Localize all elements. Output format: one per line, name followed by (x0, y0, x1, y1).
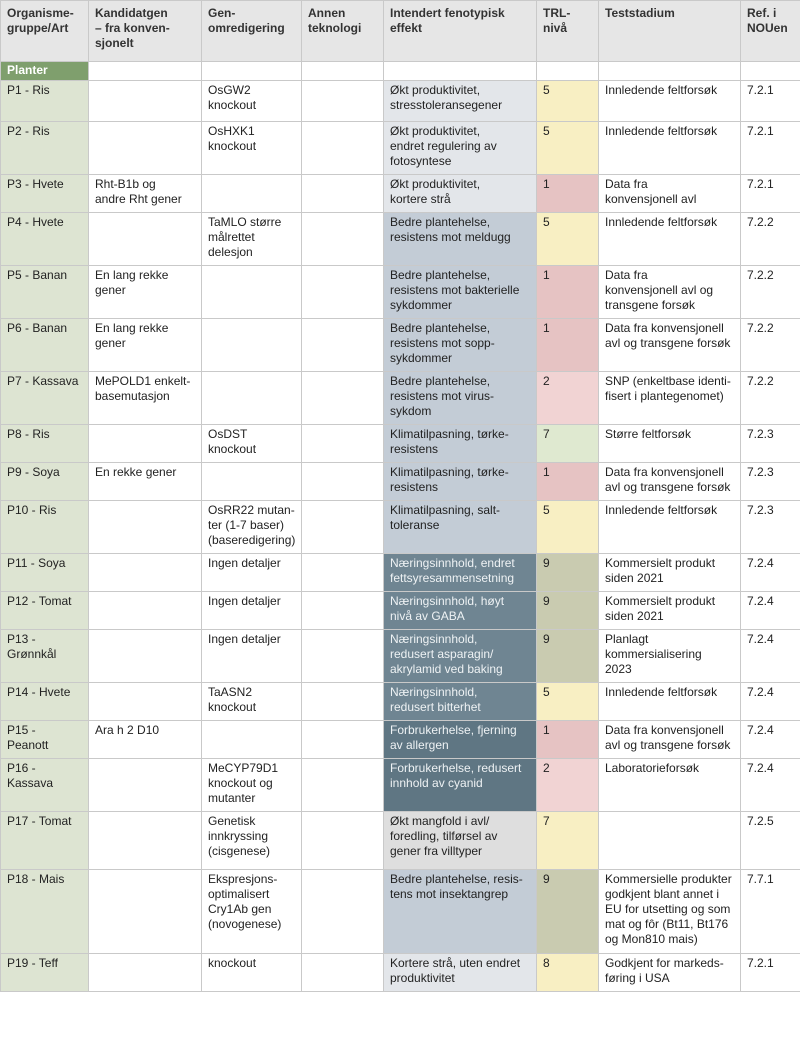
cell-reference: 7.7.1 (741, 870, 800, 954)
cell-candidate-gene (89, 954, 202, 992)
table-row (1, 372, 800, 425)
cell-other-technology (302, 319, 384, 372)
cell-other-technology (302, 425, 384, 463)
cell-organism: P5 - Banan (1, 266, 89, 319)
cell-gene-editing: OsRR22 mutan- ter (1-7 baser) (baseredigering) (202, 501, 302, 554)
cell-organism: P13 - Grønnkål (1, 630, 89, 683)
cell-other-technology (302, 954, 384, 992)
cell-organism: P12 - Tomat (1, 592, 89, 630)
cell-organism: P10 - Ris (1, 501, 89, 554)
cell-gene-editing: TaMLO større målrettet delesjon (202, 213, 302, 266)
cell-candidate-gene (89, 630, 202, 683)
cell-trl-level: 1 (537, 319, 599, 372)
cell-other-technology (302, 759, 384, 812)
header-row (1, 1, 800, 62)
cell-organism: P4 - Hvete (1, 213, 89, 266)
cell-other-technology (302, 554, 384, 592)
cell-test-stage: Godkjent for markeds- føring i USA (599, 954, 741, 992)
cell-test-stage: Data fra konvensjonell avl og transgene forsøk (599, 463, 741, 501)
cell-test-stage: Data fra konvensjonell avl og transgene forsøk (599, 266, 741, 319)
cell-gene-editing: OsDST knockout (202, 425, 302, 463)
cell-trl-level: 9 (537, 870, 599, 954)
cell-organism: P2 - Ris (1, 122, 89, 175)
cell-gene-editing: Ingen detaljer (202, 630, 302, 683)
cell-reference: 7.2.2 (741, 266, 800, 319)
cell-trl-level: 8 (537, 954, 599, 992)
cell-reference: 7.2.4 (741, 630, 800, 683)
cell-gene-editing: Ekspresjons- optimalisert Cry1Ab gen (novogenese) (202, 870, 302, 954)
cell-candidate-gene: Rht-B1b og andre Rht gener (89, 175, 202, 213)
cell-trl-level: 2 (537, 372, 599, 425)
cell-reference: 7.2.1 (741, 122, 800, 175)
cell-phenotypic-effect: Næringsinnhold, høyt nivå av GABA (384, 592, 537, 630)
cell-phenotypic-effect: Bedre plantehelse, resis- tens mot insektangrep (384, 870, 537, 954)
cell-candidate-gene (89, 122, 202, 175)
cell-organism: P3 - Hvete (1, 175, 89, 213)
cell-test-stage: Innledende feltforsøk (599, 81, 741, 122)
cell-test-stage: Innledende feltforsøk (599, 213, 741, 266)
header-reference: Ref. i NOUen (741, 1, 800, 62)
cell-other-technology (302, 266, 384, 319)
header-gene-editing: Gen- omredigering (202, 1, 302, 62)
cell-test-stage: Innledende feltforsøk (599, 683, 741, 721)
cell-test-stage: Laboratorieforsøk (599, 759, 741, 812)
cell-reference: 7.2.4 (741, 721, 800, 759)
table-row (1, 266, 800, 319)
cell-test-stage: Data fra konvensjonell avl og transgene forsøk (599, 319, 741, 372)
table-row (1, 175, 800, 213)
cell-phenotypic-effect: Forbrukerhelse, redusert innhold av cyanid (384, 759, 537, 812)
cell-reference: 7.2.3 (741, 425, 800, 463)
cell-candidate-gene: MePOLD1 enkelt- basemutasjon (89, 372, 202, 425)
cell-reference: 7.2.4 (741, 683, 800, 721)
cell-organism: P8 - Ris (1, 425, 89, 463)
cell-test-stage: Innledende feltforsøk (599, 501, 741, 554)
cell-reference: 7.2.2 (741, 213, 800, 266)
cell-gene-editing (202, 175, 302, 213)
cell-test-stage (599, 812, 741, 870)
table-row (1, 425, 800, 463)
cell-reference: 7.2.4 (741, 592, 800, 630)
cell-candidate-gene (89, 592, 202, 630)
cell-test-stage: Planlagt kommersialisering 2023 (599, 630, 741, 683)
cell-trl-level: 7 (537, 812, 599, 870)
table-row (1, 870, 800, 954)
cell-trl-level: 7 (537, 425, 599, 463)
section-row (1, 62, 800, 81)
cell-phenotypic-effect: Bedre plantehelse, resistens mot bakterielle sykdommer (384, 266, 537, 319)
header-org: Organisme- gruppe/Art (1, 1, 89, 62)
cell-reference: 7.2.1 (741, 175, 800, 213)
table-row (1, 812, 800, 870)
cell-candidate-gene (89, 501, 202, 554)
cell-gene-editing: Genetisk innkryssing (cisgenese) (202, 812, 302, 870)
cell-reference: 7.2.4 (741, 554, 800, 592)
table-row (1, 319, 800, 372)
cell-test-stage: Kommersielle produkter godkjent blant annet i EU for utsetting og som mat og fôr (Bt11, Bt176 og Mon810 mais) (599, 870, 741, 954)
cell-organism: P16 - Kassava (1, 759, 89, 812)
cell-other-technology (302, 630, 384, 683)
cell-reference: 7.2.5 (741, 812, 800, 870)
cell-test-stage: Data fra konvensjonell avl og transgene forsøk (599, 721, 741, 759)
cell-other-technology (302, 501, 384, 554)
header-trl-level: TRL-nivå (537, 1, 599, 62)
cell-other-technology (302, 81, 384, 122)
cell-test-stage: Innledende feltforsøk (599, 122, 741, 175)
cell-phenotypic-effect: Klimatilpasning, tørke- resistens (384, 463, 537, 501)
cell-phenotypic-effect: Klimatilpasning, salt- toleranse (384, 501, 537, 554)
cell-candidate-gene (89, 683, 202, 721)
cell-organism: P15 - Peanott (1, 721, 89, 759)
header-test-stage: Teststadium (599, 1, 741, 62)
cell-organism: P11 - Soya (1, 554, 89, 592)
cell-test-stage: SNP (enkeltbase identi- fisert i plantegenomet) (599, 372, 741, 425)
cell-reference: 7.2.3 (741, 501, 800, 554)
cell-candidate-gene (89, 870, 202, 954)
cell-test-stage: Større feltforsøk (599, 425, 741, 463)
cell-test-stage: Data fra konvensjonell avl (599, 175, 741, 213)
cell-reference: 7.2.1 (741, 81, 800, 122)
table-row (1, 122, 800, 175)
header-phenotypic-effect: Intendert fenotypisk effekt (384, 1, 537, 62)
cell-trl-level: 1 (537, 175, 599, 213)
cell-test-stage: Kommersielt produkt siden 2021 (599, 554, 741, 592)
header-candidate-gene: Kandidatgen – fra konven- sjonelt (89, 1, 202, 62)
table-row (1, 501, 800, 554)
cell-candidate-gene (89, 554, 202, 592)
cell-candidate-gene (89, 759, 202, 812)
cell-gene-editing: OsHXK1 knockout (202, 122, 302, 175)
cell-organism: P9 - Soya (1, 463, 89, 501)
cell-phenotypic-effect: Bedre plantehelse, resistens mot virus- sykdom (384, 372, 537, 425)
cell-trl-level: 1 (537, 721, 599, 759)
cell-reference: 7.2.3 (741, 463, 800, 501)
cell-phenotypic-effect: Kortere strå, uten endret produktivitet (384, 954, 537, 992)
table-row (1, 463, 800, 501)
table-row (1, 554, 800, 592)
cell-trl-level: 1 (537, 463, 599, 501)
cell-other-technology (302, 870, 384, 954)
cell-trl-level: 5 (537, 122, 599, 175)
cell-phenotypic-effect: Økt mangfold i avl/ foredling, tilførsel av gener fra villtyper (384, 812, 537, 870)
cell-organism: P19 - Teff (1, 954, 89, 992)
cell-reference: 7.2.2 (741, 319, 800, 372)
cell-organism: P7 - Kassava (1, 372, 89, 425)
cell-gene-editing (202, 372, 302, 425)
cell-candidate-gene: En rekke gener (89, 463, 202, 501)
cell-gene-editing (202, 266, 302, 319)
table-row (1, 592, 800, 630)
header-other-technology: Annen teknologi (302, 1, 384, 62)
cell-candidate-gene (89, 81, 202, 122)
cell-phenotypic-effect: Næringsinnhold, endret fettsyresammensetning (384, 554, 537, 592)
table-row (1, 954, 800, 992)
cell-gene-editing: Ingen detaljer (202, 592, 302, 630)
cell-organism: P14 - Hvete (1, 683, 89, 721)
cell-other-technology (302, 122, 384, 175)
cell-trl-level: 9 (537, 630, 599, 683)
cell-trl-level: 5 (537, 213, 599, 266)
cell-reference: 7.2.1 (741, 954, 800, 992)
table-row (1, 630, 800, 683)
table-row (1, 721, 800, 759)
cell-reference: 7.2.4 (741, 759, 800, 812)
cell-phenotypic-effect: Næringsinnhold, redusert bitterhet (384, 683, 537, 721)
table-row (1, 81, 800, 122)
cell-gene-editing (202, 319, 302, 372)
cell-test-stage: Kommersielt produkt siden 2021 (599, 592, 741, 630)
cell-trl-level: 5 (537, 683, 599, 721)
cell-gene-editing: knockout (202, 954, 302, 992)
cell-organism: P17 - Tomat (1, 812, 89, 870)
cell-phenotypic-effect: Økt produktivitet, kortere strå (384, 175, 537, 213)
cell-organism: P6 - Banan (1, 319, 89, 372)
cell-phenotypic-effect: Bedre plantehelse, resistens mot meldugg (384, 213, 537, 266)
cell-reference: 7.2.2 (741, 372, 800, 425)
table-row (1, 683, 800, 721)
table-row (1, 759, 800, 812)
cell-candidate-gene (89, 213, 202, 266)
cell-candidate-gene (89, 812, 202, 870)
cell-organism: P1 - Ris (1, 81, 89, 122)
cell-candidate-gene: Ara h 2 D10 (89, 721, 202, 759)
section-label-plants: Planter (1, 62, 89, 81)
cell-other-technology (302, 175, 384, 213)
cell-gene-editing: MeCYP79D1 knockout og mutanter (202, 759, 302, 812)
cell-phenotypic-effect: Økt produktivitet, endret regulering av fotosyntese (384, 122, 537, 175)
cell-phenotypic-effect: Næringsinnhold, redusert asparagin/ akrylamid ved baking (384, 630, 537, 683)
cell-candidate-gene (89, 425, 202, 463)
cell-trl-level: 2 (537, 759, 599, 812)
cell-trl-level: 5 (537, 501, 599, 554)
cell-phenotypic-effect: Klimatilpasning, tørke- resistens (384, 425, 537, 463)
cell-gene-editing: Ingen detaljer (202, 554, 302, 592)
cell-other-technology (302, 683, 384, 721)
cell-trl-level: 9 (537, 554, 599, 592)
cell-other-technology (302, 463, 384, 501)
cell-phenotypic-effect: Økt produktivitet, stresstoleransegener (384, 81, 537, 122)
cell-candidate-gene: En lang rekke gener (89, 319, 202, 372)
cell-organism: P18 - Mais (1, 870, 89, 954)
cell-candidate-gene: En lang rekke gener (89, 266, 202, 319)
cell-other-technology (302, 812, 384, 870)
cell-other-technology (302, 592, 384, 630)
cell-phenotypic-effect: Forbrukerhelse, fjerning av allergen (384, 721, 537, 759)
cell-gene-editing (202, 721, 302, 759)
cell-trl-level: 1 (537, 266, 599, 319)
cell-other-technology (302, 372, 384, 425)
cell-phenotypic-effect: Bedre plantehelse, resistens mot sopp- sykdommer (384, 319, 537, 372)
table-row (1, 213, 800, 266)
cell-other-technology (302, 721, 384, 759)
cell-gene-editing: OsGW2 knockout (202, 81, 302, 122)
cell-trl-level: 5 (537, 81, 599, 122)
cell-trl-level: 9 (537, 592, 599, 630)
cell-gene-editing: TaASN2 knockout (202, 683, 302, 721)
cell-other-technology (302, 213, 384, 266)
cell-gene-editing (202, 463, 302, 501)
